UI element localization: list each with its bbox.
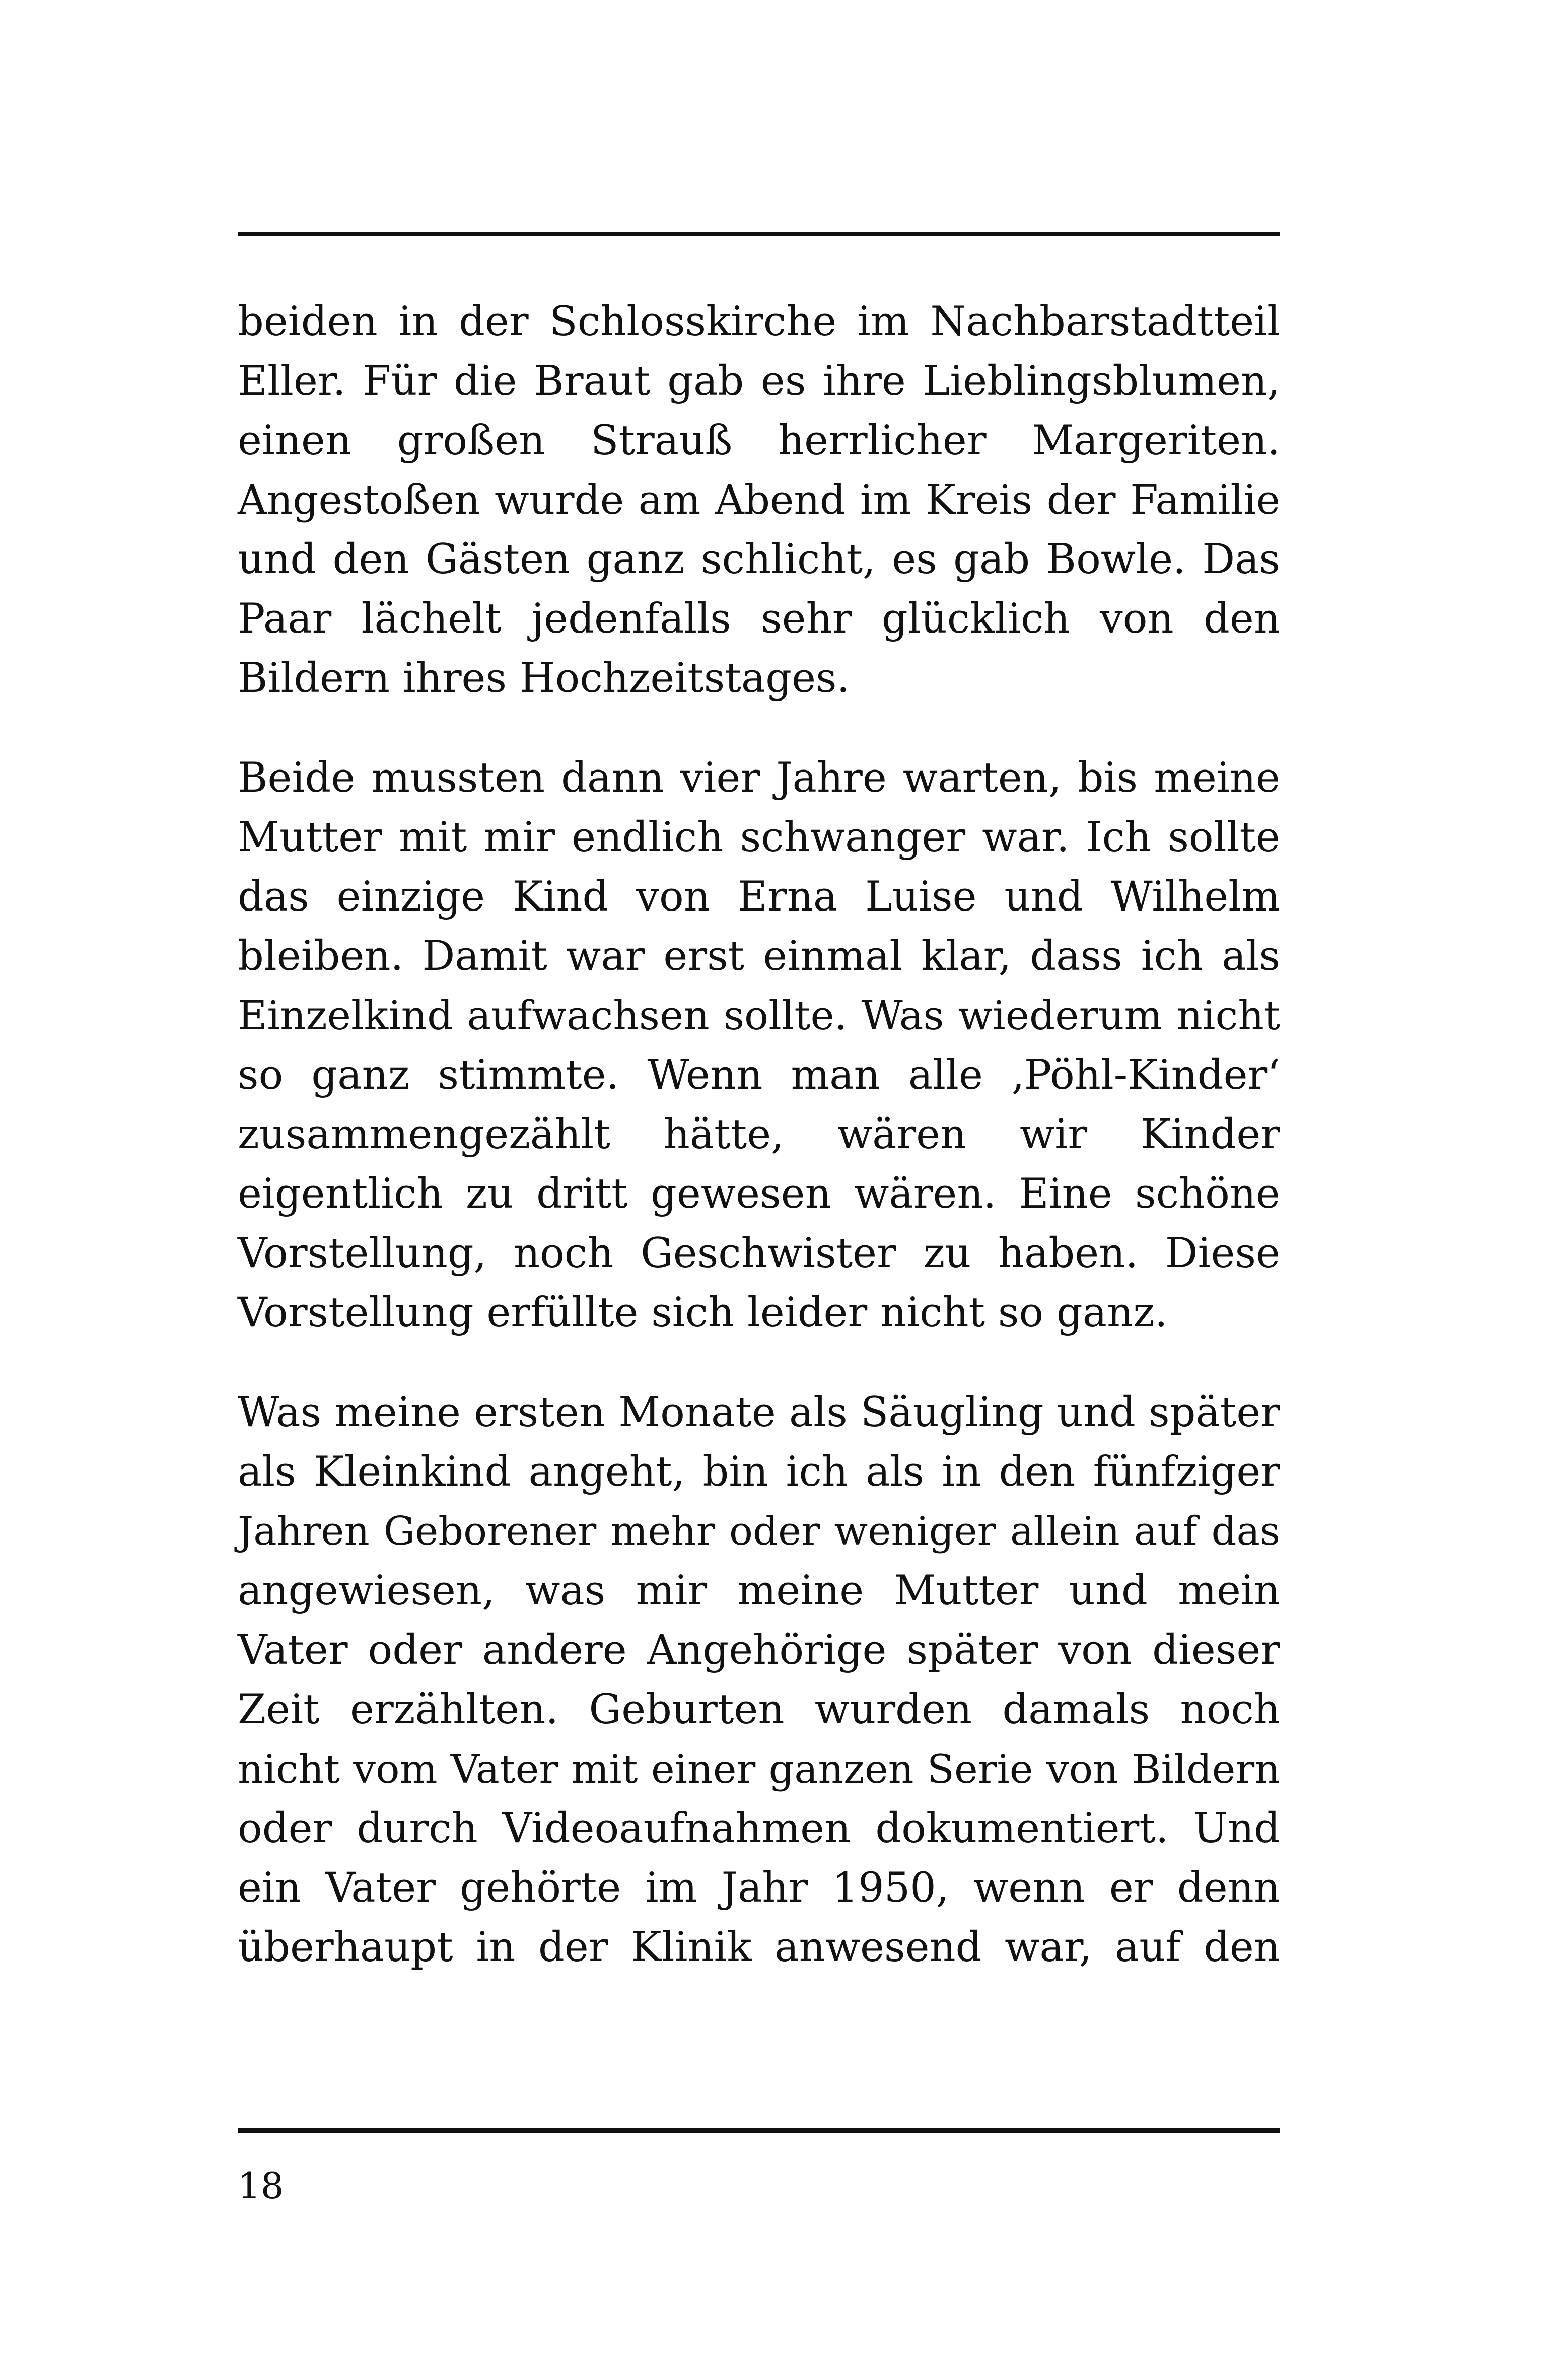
text-line: bleiben. Damit war erst einmal klar, dass ich als xyxy=(238,933,1280,980)
text-line: Zeit erzählten. Geburten wurden damals noch xyxy=(238,1686,1280,1733)
text-line: ein Vater gehörte im Jahr 1950, wenn er denn xyxy=(238,1864,1280,1912)
text-line: oder durch Videoaufnahmen dokumentiert. Und xyxy=(238,1805,1280,1852)
text-line: Einzelkind aufwachsen sollte. Was wiederum nicht xyxy=(238,992,1280,1039)
text-line: und den Gästen ganz schlicht, es gab Bowle. Das xyxy=(238,536,1280,583)
paragraph-2 xyxy=(238,748,1280,1343)
paragraph-1 xyxy=(238,292,1280,708)
text-line: nicht vom Vater mit einer ganzen Serie von Bildern xyxy=(238,1746,1280,1792)
paragraph-gap xyxy=(238,708,1280,748)
text-line: Jahren Geborener mehr oder weniger allein auf das xyxy=(238,1509,1280,1554)
text-line: beiden in der Schlosskirche im Nachbarstadtteil xyxy=(238,298,1280,345)
text-line: Bildern ihres Hochzeitstages. xyxy=(238,655,850,702)
text-line: Beide mussten dann vier Jahre warten, bis meine xyxy=(238,754,1280,802)
text-line: als Kleinkind angeht, bin ich als in den fünfziger xyxy=(238,1448,1280,1496)
text-line: angewiesen, was mir meine Mutter und mein xyxy=(238,1567,1280,1615)
text-line: Angestoßen wurde am Abend im Kreis der Familie xyxy=(238,476,1280,523)
text-line: Mutter mit mir endlich schwanger war. Ich sollte xyxy=(238,814,1280,861)
text-line: das einzige Kind von Erna Luise und Wilhelm xyxy=(238,873,1280,921)
paragraph-3 xyxy=(238,1383,1280,1977)
paragraph-gap xyxy=(238,1343,1280,1383)
header-rule xyxy=(238,232,1280,236)
text-line: Was meine ersten Monate als Säugling und später xyxy=(238,1389,1280,1436)
text-line: Vater oder andere Angehörige später von dieser xyxy=(238,1627,1280,1674)
text-line: eigentlich zu dritt gewesen wären. Eine schöne xyxy=(238,1170,1280,1218)
text-line: Paar lächelt jedenfalls sehr glücklich von den xyxy=(238,595,1280,643)
text-line: zusammengezählt hätte, wären wir Kinder xyxy=(238,1111,1280,1158)
text-line: Vorstellung, noch Geschwister zu haben. Diese xyxy=(238,1230,1280,1277)
text-line: Eller. Für die Braut gab es ihre Lieblingsblumen, xyxy=(238,358,1280,405)
text-line: einen großen Strauß herrlicher Margeriten. xyxy=(238,417,1280,464)
body-text xyxy=(238,292,1280,1977)
text-line: so ganz stimmte. Wenn man alle ‚Pöhl-Kinder‘ xyxy=(238,1052,1280,1099)
text-line: Vorstellung erfüllte sich leider nicht so ganz. xyxy=(238,1289,1168,1337)
footer-rule xyxy=(238,2128,1280,2133)
page-number: 18 xyxy=(238,2164,284,2207)
text-line: überhaupt in der Klinik anwesend war, auf den xyxy=(238,1924,1280,1971)
